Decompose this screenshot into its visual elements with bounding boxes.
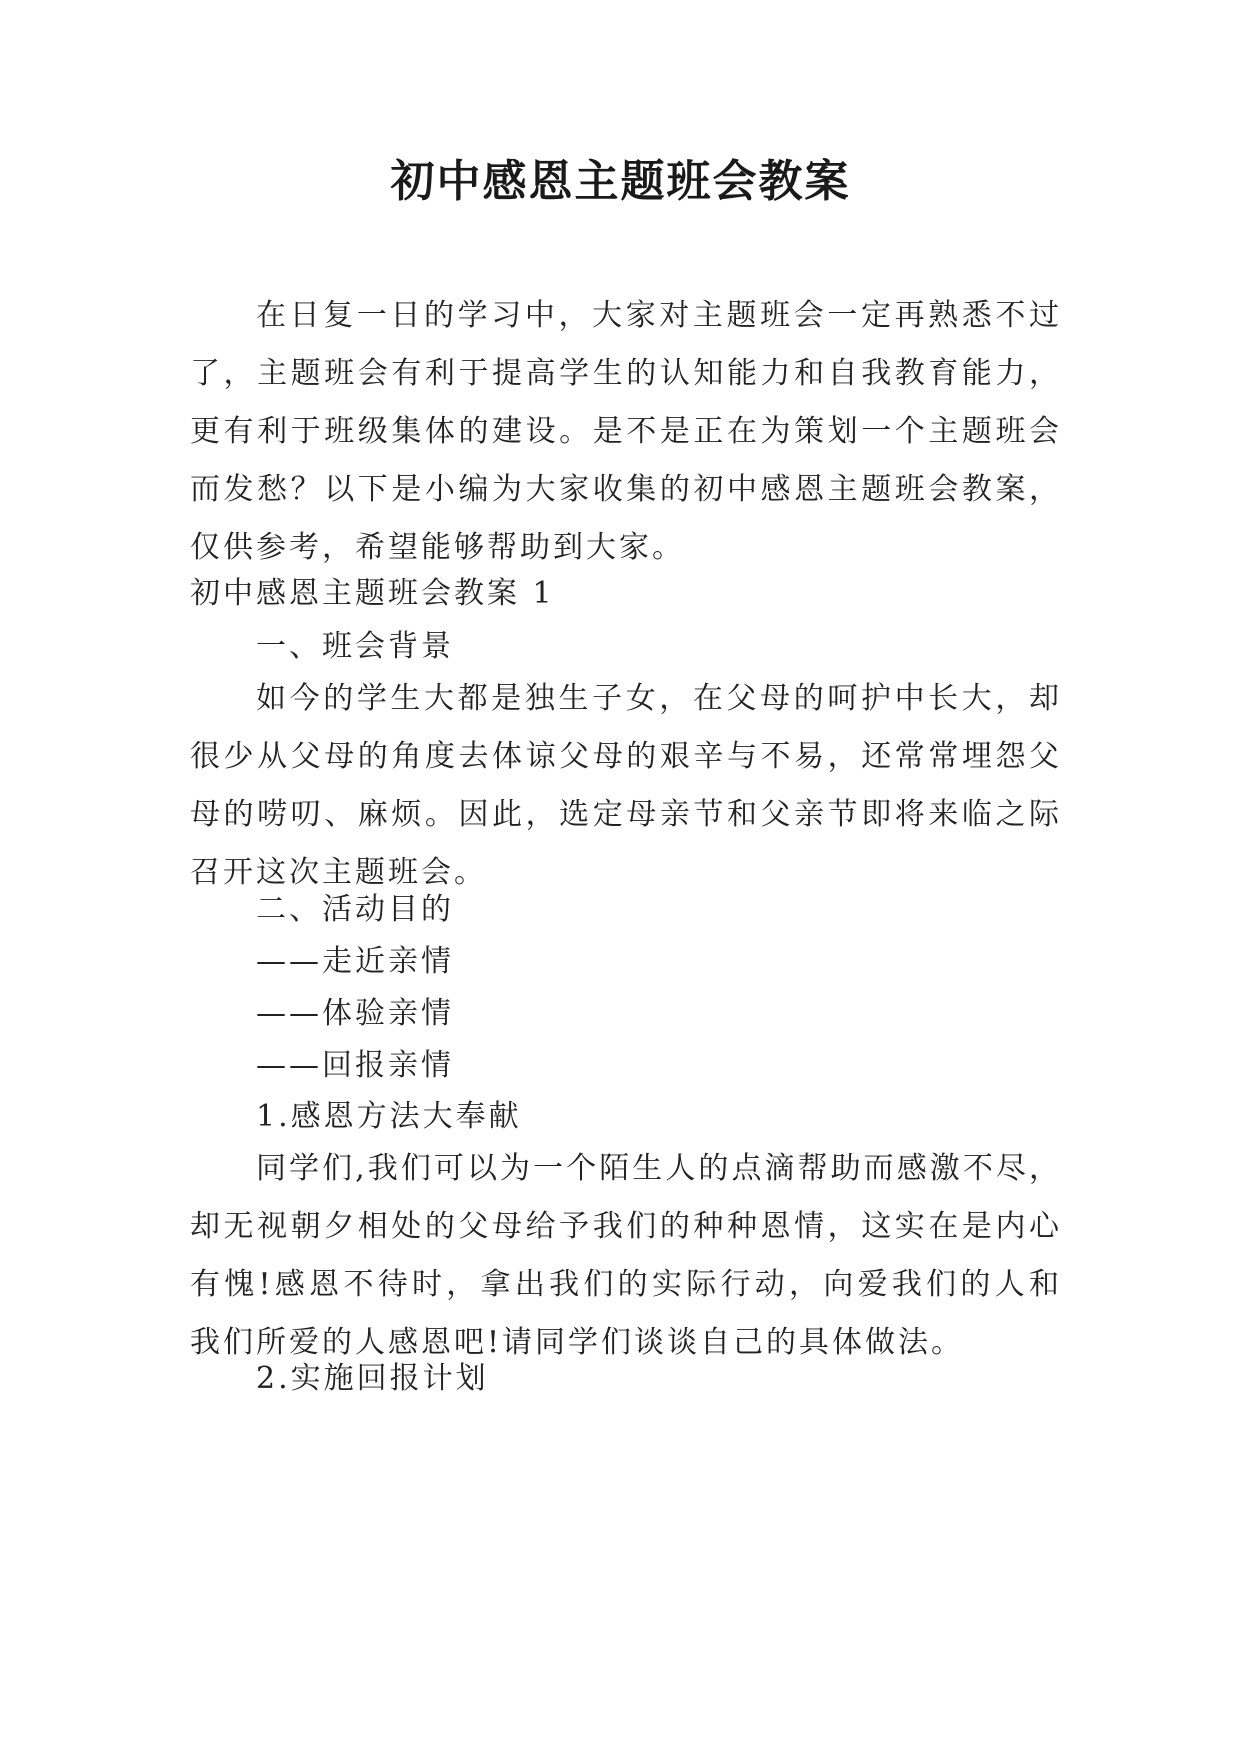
item1-paragraph: 同学们,我们可以为一个陌生人的点滴帮助而感激不尽，却无视朝夕相处的父母给予我们的种种恩情，这实在是内心有愧!感恩不待时，拿出我们的实际行动，向爱我们的人和我们所爱的人感恩吧!请同学们谈谈自己的具体做法。 [190, 1151, 1062, 1360]
intro-paragraph: 在日复一日的学习中，大家对主题班会一定再熟悉不过了，主题班会有利于提高学生的认知能力和自我教育能力，更有利于班级集体的建设。是不是正在为策划一个主题班会而发愁？以下是小编为大家收集的初中感恩主题班会教案，仅供参考，希望能够帮助到大家。 [190, 298, 1062, 565]
item2-title: 2.实施回报计划 [256, 1361, 489, 1396]
purpose-item: ——体验亲情 [256, 996, 454, 1031]
purpose-item: ——走近亲情 [256, 944, 454, 979]
item1-title: 1.感恩方法大奉献 [256, 1099, 522, 1134]
heading-purpose: 二、活动目的 [256, 892, 454, 927]
background-paragraph: 如今的学生大都是独生子女，在父母的呵护中长大，却很少从父母的角度去体谅父母的艰辛与不易，还常常埋怨父母的唠叨、麻烦。因此，选定母亲节和父亲节即将来临之际召开这次主题班会。 [190, 681, 1062, 890]
heading-background: 一、班会背景 [256, 629, 454, 664]
purpose-item: ——回报亲情 [256, 1048, 454, 1083]
section-title: 初中感恩主题班会教案 1 [190, 576, 555, 611]
document-title: 初中感恩主题班会教案 [390, 156, 851, 207]
